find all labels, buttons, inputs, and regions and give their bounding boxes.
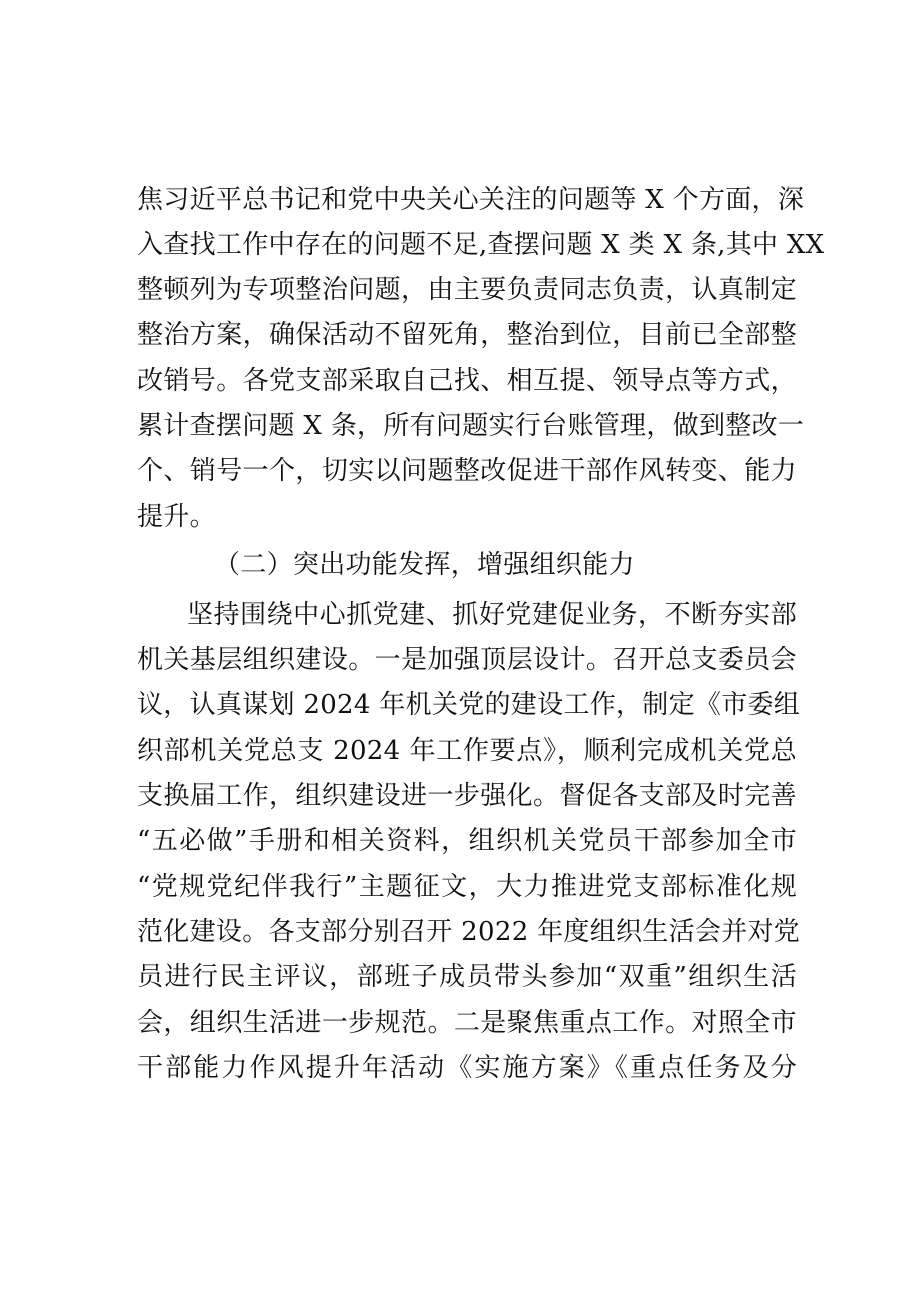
paragraph-1-line-3: 整顿列为专项整治问题，由主要负责同志负责，认真制定 <box>137 275 797 305</box>
paragraph-2-line-6: “五必做”手册和相关资料，组织机关党员干部参加全市 <box>137 826 797 856</box>
paragraph-2-line-8: 范化建设。各支部分别召开 2022 年度组织生活会并对党 <box>137 917 801 947</box>
paragraph-2-line-7: “党规党纪伴我行”主题征文，大力推进党支部标准化规 <box>137 872 797 902</box>
paragraph-1-line-8: 提升。 <box>137 502 216 532</box>
paragraph-1-line-5: 改销号。各党支部采取自己找、相互提、领导点等方式， <box>137 366 797 396</box>
paragraph-1-line-1: 焦习近平总书记和党中央关心关注的问题等 X 个方面，深 <box>137 185 805 215</box>
paragraph-2-line-5: 支换届工作，组织建设进一步强化。督促各支部及时完善 <box>137 781 797 811</box>
paragraph-1-line-4: 整治方案，确保活动不留死角，整治到位，目前已全部整 <box>137 320 797 350</box>
paragraph-1-line-7: 个、销号一个，切实以问题整改促进干部作风转变、能力 <box>137 456 797 486</box>
paragraph-2-line-1: 坚持围绕中心抓党建、抓好党建促业务，不断夯实部 <box>187 600 797 630</box>
paragraph-2-line-4: 织部机关党总支 2024 年工作要点》，顺利完成机关党总 <box>137 736 797 766</box>
paragraph-2-line-11: 干部能力作风提升年活动《实施方案》《重点任务及分 <box>137 1053 797 1083</box>
paragraph-2-line-3: 议，认真谋划 2024 年机关党的建设工作，制定《市委组 <box>137 690 801 720</box>
paragraph-2-line-2: 机关基层组织建设。一是加强顶层设计。召开总支委员会 <box>137 645 797 675</box>
paragraph-1-line-2: 入查找工作中存在的问题不足,查摆问题 X 类 X 条,其中 XX <box>137 230 825 260</box>
paragraph-2-line-9: 员进行民主评议，部班子成员带头参加“双重”组织生活 <box>137 962 797 992</box>
section-heading: （二）突出功能发挥，增强组织能力 <box>214 550 635 580</box>
paragraph-1-line-6: 累计查摆问题 X 条，所有问题实行台账管理，做到整改一 <box>137 411 805 441</box>
paragraph-2-line-10: 会，组织生活进一步规范。二是聚焦重点工作。对照全市 <box>137 1008 797 1038</box>
